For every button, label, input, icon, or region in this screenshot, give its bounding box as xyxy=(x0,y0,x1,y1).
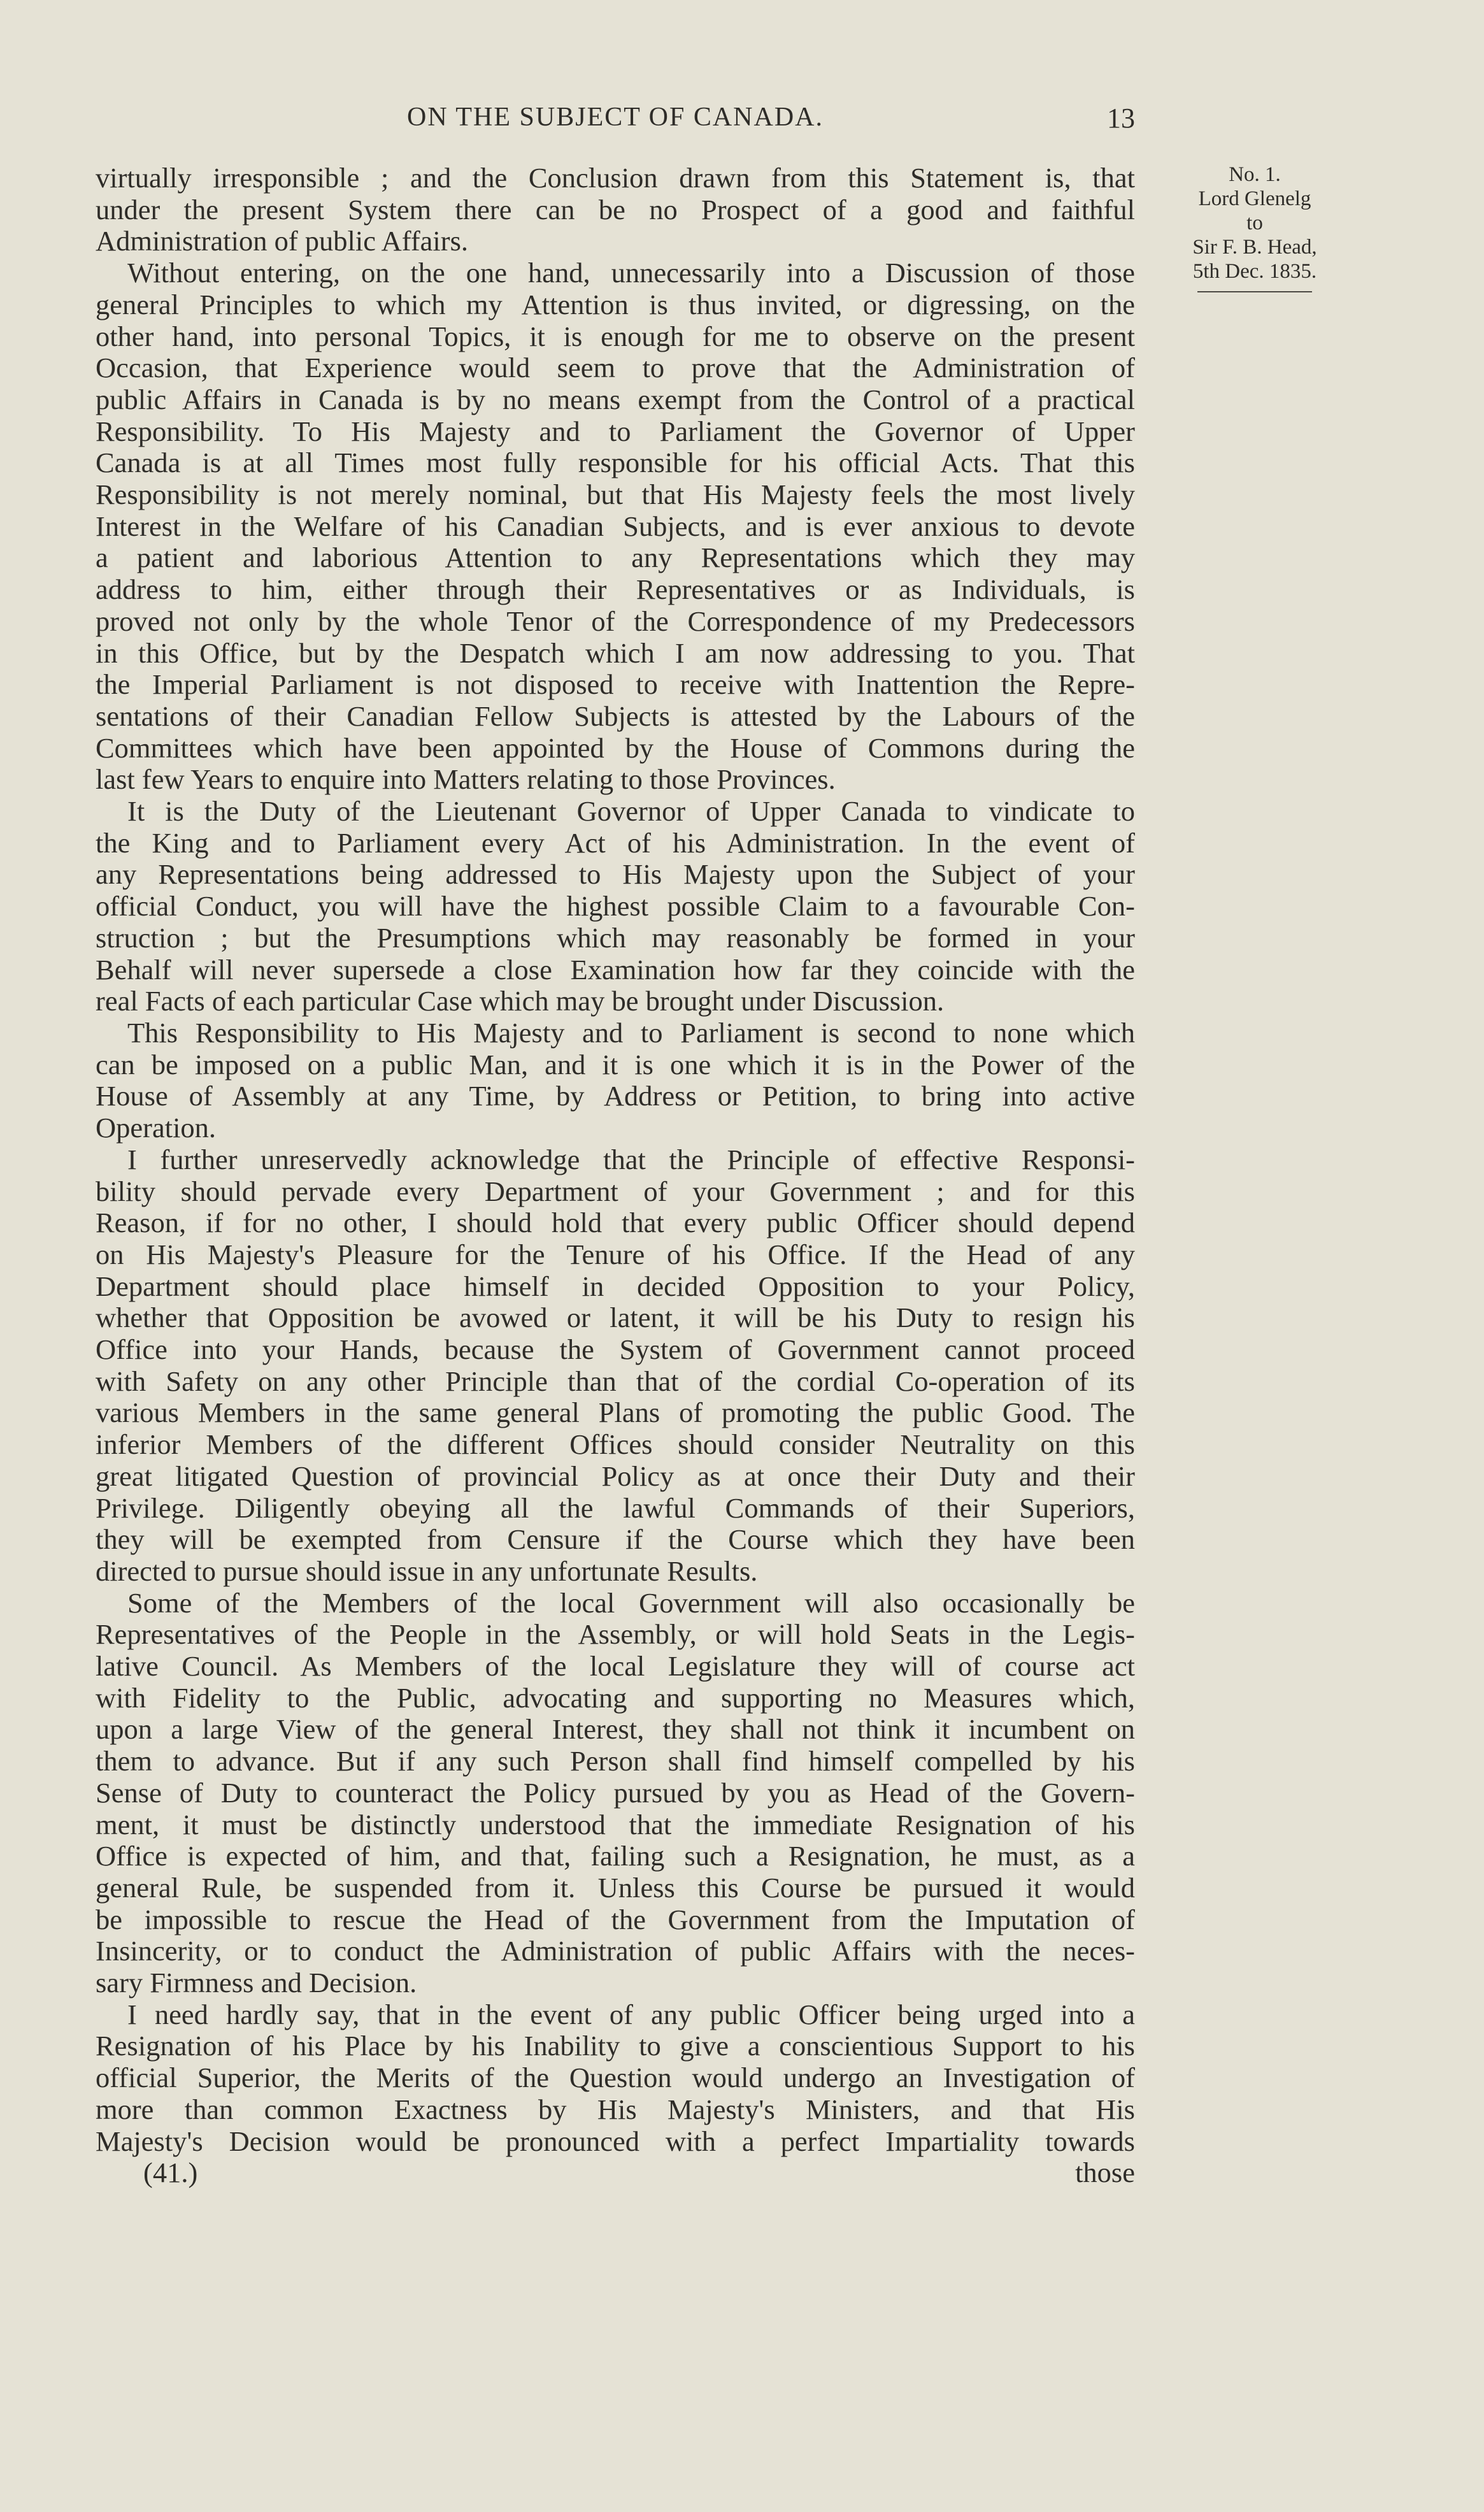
text-line: House of Assembly at any Time, by Address or Petition, to bring into active xyxy=(96,1080,1135,1112)
text-line: Committees which have been appointed by the House of Commons during the xyxy=(96,731,1135,764)
text-line: It is the Duty of the Lieutenant Governor of Upper Canada to vindicate to xyxy=(127,795,1135,828)
text-line: official Superior, the Merits of the Question would undergo an Investigation of xyxy=(96,2062,1135,2094)
text-line: Sense of Duty to counteract the Policy pursued by you as Head of the Govern- xyxy=(96,1776,1135,1809)
text-line: them to advance. But if any such Person shall find himself compelled by his xyxy=(96,1745,1135,1777)
text-line: Office into your Hands, because the System of Government cannot proceed xyxy=(96,1333,1135,1366)
text-line: Department should place himself in decided Opposition to your Policy, xyxy=(96,1270,1135,1302)
margin-note-line: 5th Dec. 1835. xyxy=(1192,260,1317,283)
text-line: Responsibility. To His Majesty and to Parliament the Governor of Upper xyxy=(96,415,1135,447)
text-line: public Affairs in Canada is by no means exempt from the Control of a practical xyxy=(96,383,1135,415)
text-line: Representatives of the People in the Assembly, or will hold Seats in the Legis- xyxy=(96,1618,1135,1651)
text-line: real Facts of each particular Case which may be brought under Discussion. xyxy=(96,985,945,1017)
margin-note-line: to xyxy=(1246,212,1263,234)
margin-note-line: Sir F. B. Head, xyxy=(1192,236,1317,259)
text-line: upon a large View of the general Interest, they shall not think it incumbent on xyxy=(96,1713,1135,1746)
text-line: sentations of their Canadian Fellow Subjects is attested by the Labours of the xyxy=(96,700,1135,732)
text-line: in this Office, but by the Despatch which I am now addressing to you. That xyxy=(96,636,1135,669)
text-line: Behalf will never supersede a close Examination how far they coincide with the xyxy=(96,953,1135,986)
catchword: those xyxy=(1075,2157,1135,2189)
text-line: This Responsibility to His Majesty and to Parliament is second to none which xyxy=(127,1016,1135,1049)
text-line: Some of the Members of the local Government will also occasionally be xyxy=(127,1586,1135,1619)
text-line: the Imperial Parliament is not disposed to receive with Inattention the Repre- xyxy=(96,668,1135,701)
text-line: any Representations being addressed to His Majesty upon the Subject of your xyxy=(96,858,1135,891)
page-number: 13 xyxy=(1107,103,1135,134)
text-line: under the present System there can be no Prospect of a good and faithful xyxy=(96,193,1135,226)
text-line: address to him, either through their Representatives or as Individuals, is xyxy=(96,573,1135,606)
margin-note-line: Lord Glenelg xyxy=(1198,187,1311,210)
text-line: last few Years to enquire into Matters relating to those Provinces. xyxy=(96,763,836,796)
text-line: sary Firmness and Decision. xyxy=(96,1967,417,1999)
text-line: Administration of public Affairs. xyxy=(96,225,469,257)
margin-rule xyxy=(1197,291,1312,292)
text-line: they will be exempted from Censure if the Course which they have been xyxy=(96,1523,1135,1556)
text-line: be impossible to rescue the Head of the Government from the Imputation of xyxy=(96,1903,1135,1935)
text-line: Privilege. Diligently obeying all the lawful Commands of their Superiors, xyxy=(96,1491,1135,1524)
text-line: Interest in the Welfare of his Canadian Subjects, and is ever anxious to devote xyxy=(96,510,1135,542)
text-line: struction ; but the Presumptions which may reasonably be formed in your xyxy=(96,921,1135,954)
text-line: various Members in the same general Plans of promoting the public Good. The xyxy=(96,1396,1135,1429)
text-line: I further unreservedly acknowledge that the Principle of effective Responsi- xyxy=(127,1143,1135,1175)
text-line: Operation. xyxy=(96,1112,217,1144)
text-line: inferior Members of the different Offices should consider Neutrality on this xyxy=(96,1428,1135,1461)
text-line: proved not only by the whole Tenor of the Correspondence of my Predecessors xyxy=(96,605,1135,637)
signature-mark: (41.) xyxy=(143,2157,198,2189)
text-line: official Conduct, you will have the highest possible Claim to a favourable Con- xyxy=(96,890,1135,922)
text-line: with Fidelity to the Public, advocating and supporting no Measures which, xyxy=(96,1681,1135,1714)
text-line: Insincerity, or to conduct the Administration of public Affairs with the neces- xyxy=(96,1935,1135,1967)
text-line: Majesty's Decision would be pronounced with a perfect Impartiality towards xyxy=(96,2125,1135,2157)
text-line: Without entering, on the one hand, unnecessarily into a Discussion of those xyxy=(127,257,1135,289)
margin-note-line: No. 1. xyxy=(1229,163,1281,186)
text-line: general Rule, be suspended from it. Unless this Course be pursued it would xyxy=(96,1871,1135,1904)
text-line: the King and to Parliament every Act of his Administration. In the event of xyxy=(96,826,1135,859)
text-line: directed to pursue should issue in any unfortunate Results. xyxy=(96,1554,758,1587)
text-line: lative Council. As Members of the local Legislature they will of course act xyxy=(96,1650,1135,1683)
text-line: more than common Exactness by His Majesty's Ministers, and that His xyxy=(96,2093,1135,2125)
text-line: Resignation of his Place by his Inability to give a conscientious Support to his xyxy=(96,2030,1135,2062)
text-line: Reason, if for no other, I should hold that every public Officer should depend xyxy=(96,1207,1135,1239)
text-line: bility should pervade every Department of your Government ; and for this xyxy=(96,1175,1135,1207)
text-line: whether that Opposition be avowed or latent, it will be his Duty to resign his xyxy=(96,1302,1135,1334)
text-line: can be imposed on a public Man, and it is one which it is in the Power of the xyxy=(96,1048,1135,1080)
page-footer xyxy=(96,2157,1135,2189)
text-line: Responsibility is not merely nominal, but that His Majesty feels the most lively xyxy=(96,478,1135,511)
running-head: ON THE SUBJECT OF CANADA. xyxy=(406,103,824,132)
margin-note xyxy=(1162,162,1347,292)
text-line: Occasion, that Experience would seem to prove that the Administration of xyxy=(96,352,1135,384)
text-line: other hand, into personal Topics, it is enough for me to observe on the present xyxy=(96,320,1135,352)
text-line: ment, it must be distinctly understood that the immediate Resignation of his xyxy=(96,1808,1135,1841)
text-line: great litigated Question of provincial Policy as at once their Duty and their xyxy=(96,1460,1135,1492)
text-line: Office is expected of him, and that, failing such a Resignation, he must, as a xyxy=(96,1840,1135,1872)
text-line: with Safety on any other Principle than that of the cordial Co-operation of its xyxy=(96,1365,1135,1397)
text-line: on His Majesty's Pleasure for the Tenure of his Office. If the Head of any xyxy=(96,1238,1135,1270)
text-line: general Principles to which my Attention is thus invited, or digressing, on the xyxy=(96,288,1135,320)
text-line: Canada is at all Times most fully responsible for his official Acts. That this xyxy=(96,447,1135,479)
page-header xyxy=(96,102,1135,140)
text-line: virtually irresponsible ; and the Conclusion drawn from this Statement is, that xyxy=(96,162,1135,194)
body-text xyxy=(96,162,1135,2189)
text-line: a patient and laborious Attention to any Representations which they may xyxy=(96,542,1135,574)
text-line: I need hardly say, that in the event of any public Officer being urged into a xyxy=(127,1998,1135,2030)
